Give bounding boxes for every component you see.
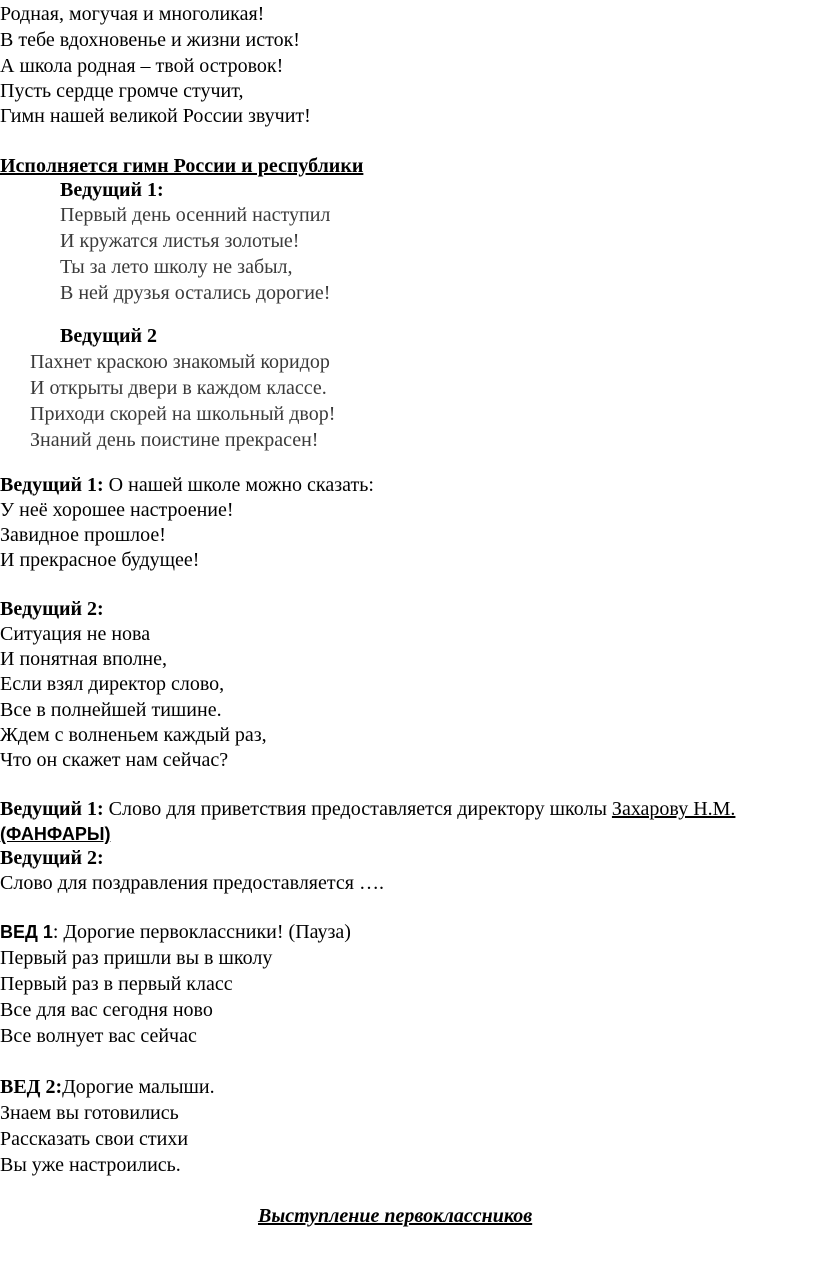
host2-verse-line: Знаний день поистине прекрасен! <box>30 429 319 451</box>
host1-welcome-text: Слово для приветствия предоставляется директору школы <box>103 798 612 820</box>
host2-congrats-text: Слово для поздравления предоставляется …. <box>0 872 384 894</box>
host1-school-line <box>0 473 374 497</box>
ved2-line <box>0 1075 215 1099</box>
host1-school-line: Завидное прошлое! <box>0 524 166 546</box>
ved2-label: ВЕД 2: <box>0 1076 63 1098</box>
host1-label: Ведущий 1: <box>60 179 164 201</box>
ved1-verse-line: Первый раз пришли вы в школу <box>0 947 273 969</box>
intro-line: Пусть сердце громче стучит, <box>0 80 244 102</box>
intro-line: Гимн нашей великой России звучит! <box>0 105 311 127</box>
ved2-verse-line: Вы уже настроились. <box>0 1154 181 1176</box>
fanfare-cue: (ФАНФАРЫ) <box>0 824 111 844</box>
ved1-verse-line: Все для вас сегодня ново <box>0 999 213 1021</box>
host1-verse-line: Первый день осенний наступил <box>60 204 331 226</box>
closing-heading: Выступление первоклассников <box>258 1205 533 1227</box>
host2-verse-line: Приходи скорей на школьный двор! <box>30 403 336 425</box>
host1-welcome-line <box>0 797 735 821</box>
ved1-label: ВЕД 1 <box>0 922 53 942</box>
director-name: Захарову Н.М. <box>611 798 736 820</box>
host2-label: Ведущий 2 <box>60 325 158 347</box>
intro-line: А школа родная – твой островок! <box>0 55 284 77</box>
host1-verse-line: И кружатся листья золотые! <box>60 230 300 252</box>
host2-director-line: Что он скажет нам сейчас? <box>0 749 229 771</box>
ved2-verse-line: Знаем вы готовились <box>0 1102 179 1124</box>
ved1-line <box>0 920 351 944</box>
host2-director-line: Ждем с волненьем каждый раз, <box>0 724 267 746</box>
host2-director-line: Ситуация не нова <box>0 623 151 645</box>
anthem-heading: Исполняется гимн России и республики <box>0 155 364 177</box>
intro-line: Родная, могучая и многоликая! <box>0 3 265 25</box>
ved2-verse-line: Рассказать свои стихи <box>0 1128 189 1150</box>
host2-director-label: Ведущий 2: <box>0 598 104 620</box>
host2-congrats-label: Ведущий 2: <box>0 847 104 869</box>
host2-director-line: Если взял директор слово, <box>0 673 225 695</box>
ved1-text: : Дорогие первоклассники! (Пауза) <box>52 921 351 943</box>
host2-director-line: И понятная вполне, <box>0 648 168 670</box>
host2-verse-line: Пахнет краскою знакомый коридор <box>30 351 330 373</box>
host2-director-line: Все в полнейшей тишине. <box>0 699 222 721</box>
intro-line: В тебе вдохновенье и жизни исток! <box>0 29 300 51</box>
host1-verse-line: Ты за лето школу не забыл, <box>60 256 293 278</box>
host2-verse-line: И открыты двери в каждом классе. <box>30 377 327 399</box>
ved1-verse-line: Первый раз в первый класс <box>0 973 233 995</box>
host1-verse-line: В ней друзья остались дорогие! <box>60 282 331 304</box>
host1-school-label: Ведущий 1: <box>0 474 104 496</box>
host1-welcome-label: Ведущий 1: <box>0 798 104 820</box>
host1-school-text: О нашей школе можно сказать: <box>103 474 374 496</box>
host1-school-line: И прекрасное будущее! <box>0 549 200 571</box>
ved1-verse-line: Все волнует вас сейчас <box>0 1025 197 1047</box>
host1-school-line: У неё хорошее настроение! <box>0 499 234 521</box>
ved2-text: Дорогие малыши. <box>62 1076 215 1098</box>
